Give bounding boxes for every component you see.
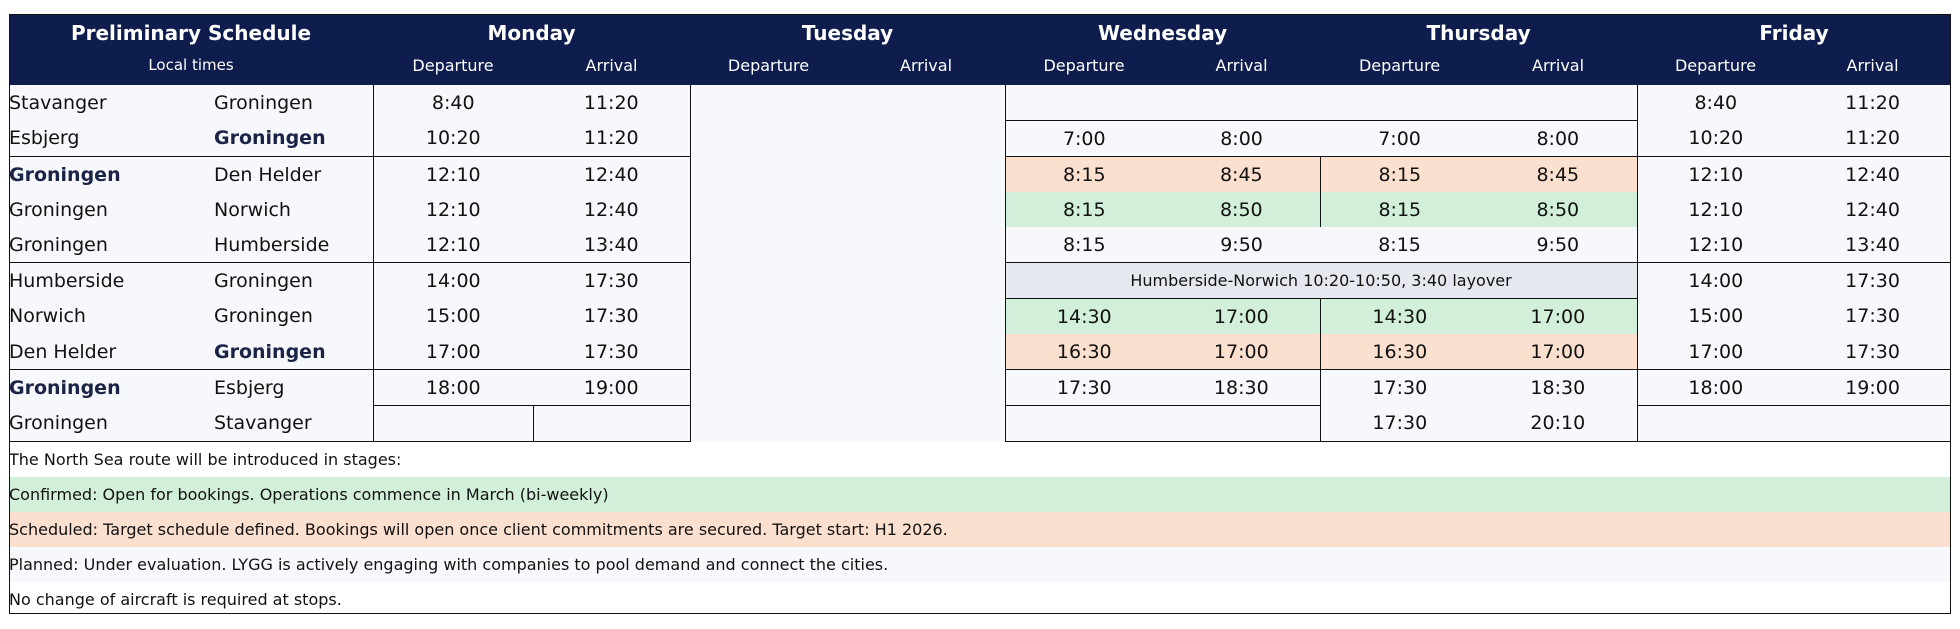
time-cell: 11:20 xyxy=(533,85,690,121)
schedule-title: Preliminary Schedule xyxy=(70,21,312,45)
destination-cell: Groningen xyxy=(214,299,373,335)
time-cell: 19:00 xyxy=(533,370,690,406)
time-cell xyxy=(533,406,690,442)
time-cell: 17:30 xyxy=(533,299,690,335)
time-cell: 7:00 xyxy=(1320,121,1479,157)
time-cell: 17:00 xyxy=(1637,334,1794,370)
time-cell: 14:00 xyxy=(1637,263,1794,299)
arrival-header: Arrival xyxy=(1846,55,1899,75)
time-cell: 8:15 xyxy=(1005,157,1163,193)
time-cell: 13:40 xyxy=(533,227,690,263)
time-cell: 11:20 xyxy=(1794,121,1951,157)
note-row xyxy=(9,582,1951,617)
time-cell: 8:45 xyxy=(1163,157,1320,193)
time-cell xyxy=(1163,406,1320,442)
time-cell: 8:50 xyxy=(1163,192,1320,227)
note-planned: Planned: Under evaluation. LYGG is actively engaging with companies to pool demand and connect the cities. xyxy=(9,547,1951,582)
time-cell: 18:30 xyxy=(1479,370,1637,406)
origin-cell: Den Helder xyxy=(9,334,214,370)
time-cell: 12:10 xyxy=(373,192,533,227)
header-days-row xyxy=(9,14,1951,45)
time-cell: 17:00 xyxy=(1163,299,1320,335)
time-cell: 18:00 xyxy=(373,370,533,406)
destination-cell: Humberside xyxy=(214,227,373,263)
origin-cell: Groningen xyxy=(9,192,214,227)
time-cell: 17:30 xyxy=(1320,406,1479,442)
time-cell: 16:30 xyxy=(1320,334,1479,370)
time-cell: 18:30 xyxy=(1163,370,1320,406)
arrival-header: Arrival xyxy=(585,55,638,75)
note-row xyxy=(9,477,1951,512)
note-aircraft: No change of aircraft is required at stops. xyxy=(9,582,1951,617)
time-cell: 13:40 xyxy=(1794,227,1951,263)
time-cell: 17:30 xyxy=(1794,299,1951,335)
note-row xyxy=(9,442,1951,478)
table-row xyxy=(9,85,1951,121)
time-cell: 12:40 xyxy=(533,192,690,227)
time-cell: 8:40 xyxy=(373,85,533,121)
time-cell: 12:10 xyxy=(1637,227,1794,263)
time-cell: 11:20 xyxy=(1794,85,1951,121)
time-cell: 14:30 xyxy=(1005,299,1163,335)
destination-cell: Norwich xyxy=(214,192,373,227)
note-scheduled: Scheduled: Target schedule defined. Bookings will open once client commitments are secured. Target start: H1 2026. xyxy=(9,512,1951,547)
time-cell: 17:30 xyxy=(1005,370,1163,406)
time-cell xyxy=(1637,406,1794,442)
destination-cell: Den Helder xyxy=(214,157,373,193)
time-cell xyxy=(1005,406,1163,442)
time-cell: 18:00 xyxy=(1637,370,1794,406)
destination-cell: Esbjerg xyxy=(214,370,373,406)
time-cell: 12:10 xyxy=(373,227,533,263)
time-cell: 9:50 xyxy=(1479,227,1637,263)
time-cell: 8:15 xyxy=(1005,192,1163,227)
time-cell: 12:40 xyxy=(1794,192,1951,227)
time-cell: 17:30 xyxy=(1794,334,1951,370)
time-cell: 17:00 xyxy=(1479,334,1637,370)
schedule-table xyxy=(9,14,1951,617)
time-cell: 17:30 xyxy=(1794,263,1951,299)
time-cell: 8:15 xyxy=(1320,192,1479,227)
day-header-monday: Monday xyxy=(487,21,576,45)
origin-cell: Esbjerg xyxy=(9,121,214,157)
note-confirmed: Confirmed: Open for bookings. Operations commence in March (bi-weekly) xyxy=(9,477,1951,512)
time-cell: 12:10 xyxy=(1637,192,1794,227)
time-cell: 14:00 xyxy=(373,263,533,299)
time-cell xyxy=(1794,406,1951,442)
time-cell: 10:20 xyxy=(373,121,533,157)
time-cell: 14:30 xyxy=(1320,299,1479,335)
origin-cell: Stavanger xyxy=(9,85,214,121)
time-cell: 16:30 xyxy=(1005,334,1163,370)
time-cell: 8:15 xyxy=(1320,157,1479,193)
note-row xyxy=(9,512,1951,547)
origin-cell: Groningen xyxy=(9,227,214,263)
time-cell: 8:15 xyxy=(1005,227,1163,263)
time-cell: 8:00 xyxy=(1163,121,1320,157)
time-cell: 17:00 xyxy=(1479,299,1637,335)
tuesday-empty-block xyxy=(690,85,1005,442)
time-cell: 8:15 xyxy=(1320,227,1479,263)
wed-thu-empty-block xyxy=(1005,85,1637,121)
departure-header: Departure xyxy=(727,55,810,75)
departure-header: Departure xyxy=(1358,55,1441,75)
arrival-header: Arrival xyxy=(1532,55,1585,75)
origin-cell: Humberside xyxy=(9,263,214,299)
time-cell: 17:00 xyxy=(373,334,533,370)
layover-note: Humberside-Norwich 10:20-10:50, 3:40 layover xyxy=(1005,263,1637,299)
time-cell: 8:50 xyxy=(1479,192,1637,227)
time-cell: 8:00 xyxy=(1479,121,1637,157)
time-cell: 20:10 xyxy=(1479,406,1637,442)
time-cell: 17:00 xyxy=(1163,334,1320,370)
day-header-tuesday: Tuesday xyxy=(801,21,894,45)
time-cell: 11:20 xyxy=(533,121,690,157)
origin-cell: Groningen xyxy=(9,370,214,406)
header-columns-row xyxy=(9,45,1951,85)
arrival-header: Arrival xyxy=(1215,55,1268,75)
schedule-subtitle: Local times xyxy=(148,56,234,74)
time-cell: 12:40 xyxy=(1794,157,1951,193)
time-cell: 8:45 xyxy=(1479,157,1637,193)
time-cell: 12:10 xyxy=(1637,157,1794,193)
day-header-wednesday: Wednesday xyxy=(1097,21,1228,45)
time-cell: 15:00 xyxy=(1637,299,1794,335)
day-header-friday: Friday xyxy=(1759,21,1829,45)
day-header-thursday: Thursday xyxy=(1426,21,1531,45)
departure-header: Departure xyxy=(1043,55,1125,75)
time-cell: 15:00 xyxy=(373,299,533,335)
time-cell: 17:30 xyxy=(533,263,690,299)
time-cell xyxy=(373,406,533,442)
time-cell: 19:00 xyxy=(1794,370,1951,406)
note-intro: The North Sea route will be introduced in stages: xyxy=(9,442,1951,478)
origin-cell: Groningen xyxy=(9,406,214,442)
time-cell: 7:00 xyxy=(1005,121,1163,157)
time-cell: 17:30 xyxy=(533,334,690,370)
destination-cell: Groningen xyxy=(214,334,373,370)
destination-cell: Groningen xyxy=(214,85,373,121)
time-cell: 17:30 xyxy=(1320,370,1479,406)
destination-cell: Groningen xyxy=(214,121,373,157)
origin-cell: Groningen xyxy=(9,157,214,193)
time-cell: 12:40 xyxy=(533,157,690,193)
time-cell: 8:40 xyxy=(1637,85,1794,121)
departure-header: Departure xyxy=(412,55,494,75)
time-cell: 10:20 xyxy=(1637,121,1794,157)
time-cell: 12:10 xyxy=(373,157,533,193)
departure-header: Departure xyxy=(1674,55,1757,75)
note-row xyxy=(9,547,1951,582)
destination-cell: Stavanger xyxy=(214,406,373,442)
destination-cell: Groningen xyxy=(214,263,373,299)
arrival-header: Arrival xyxy=(900,55,953,75)
origin-cell: Norwich xyxy=(9,299,214,335)
time-cell: 9:50 xyxy=(1163,227,1320,263)
